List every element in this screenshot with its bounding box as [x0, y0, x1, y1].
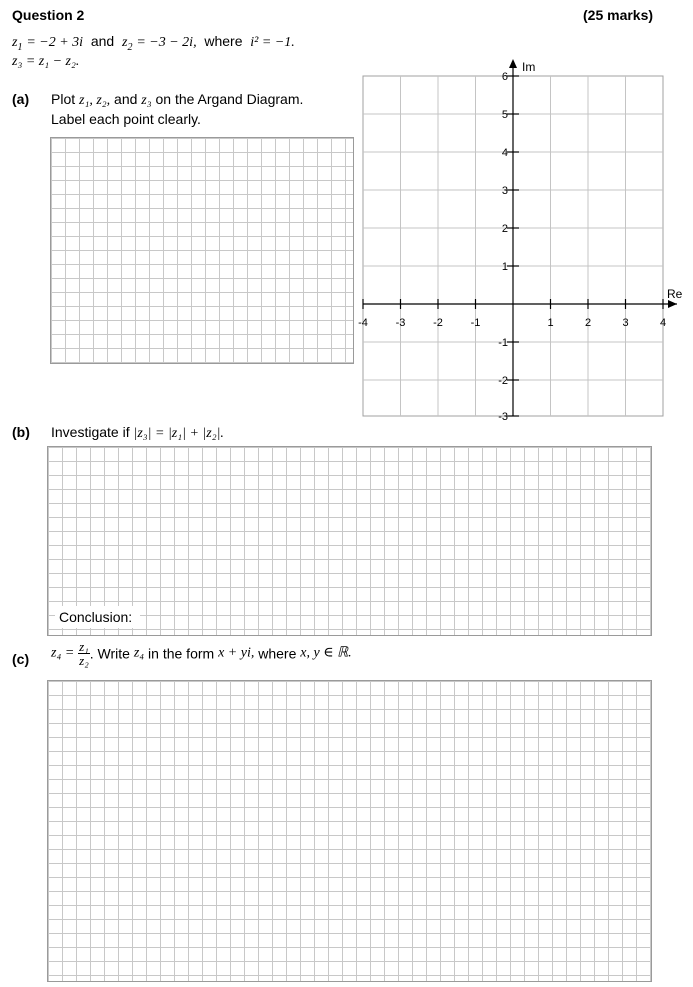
part-a-instruction: [51, 90, 303, 110]
part-a-text-1: Plot: [51, 91, 80, 107]
z1-symbol: z: [12, 35, 18, 50]
z1-over-z2-fraction: [78, 640, 90, 667]
part-b-text: Investigate if: [51, 424, 134, 440]
and-word: and: [90, 33, 115, 49]
part-b-math: |z₃| = |z₁| + |z₂|.: [133, 426, 224, 441]
z2-value: = −3 − 2i,: [136, 35, 197, 50]
part-c-text-3: where: [254, 645, 301, 662]
conclusion-label: Conclusion:: [55, 606, 140, 628]
part-a-math-2: z₃: [141, 93, 152, 108]
question-title: Question 2: [12, 7, 85, 23]
re-axis-label: Re: [667, 287, 683, 301]
part-c-math-1: z₄: [133, 645, 145, 661]
y-tick-label: -1: [498, 337, 508, 349]
z2-subscript: 2: [127, 41, 133, 53]
part-a-working-grid[interactable]: [50, 137, 354, 364]
x-tick-label: -4: [358, 317, 368, 329]
part-c-label: (c): [12, 651, 30, 667]
z1-value: = −2 + 3i: [26, 35, 84, 50]
y-tick-label: 4: [501, 147, 508, 159]
part-a-instruction-2: Label each point clearly.: [51, 111, 201, 127]
fraction-denominator: z₂: [79, 653, 89, 668]
y-tick-label: 1: [501, 261, 508, 273]
z3-definition: z₃ = z₁ − z₂.: [12, 54, 80, 69]
y-tick-label: 3: [501, 185, 508, 197]
real-axis-arrow-icon: [668, 300, 677, 308]
part-c-math-3: x, y ∈ ℝ.: [300, 645, 352, 661]
y-tick-label: -2: [498, 375, 508, 387]
part-c-text-2: in the form: [144, 645, 219, 662]
part-c-instruction: [51, 640, 352, 667]
part-a-math-1: z₁, z₂,: [79, 93, 111, 108]
x-tick-label: -1: [470, 317, 481, 329]
argand-diagram[interactable]: [355, 56, 683, 423]
part-b-instruction: [51, 423, 224, 443]
part-b-label: (b): [12, 424, 30, 440]
x-tick-label: -3: [395, 317, 406, 329]
im-axis-label: Im: [522, 60, 536, 74]
where-word: where: [204, 33, 243, 49]
y-tick-label: 2: [501, 223, 508, 235]
part-c-text-1: . Write: [89, 645, 134, 662]
x-tick-label: -2: [433, 317, 443, 329]
y-tick-label: 5: [501, 109, 508, 121]
imaginary-axis-arrow-icon: [509, 59, 517, 68]
z2-symbol: z: [122, 35, 128, 50]
marks-label: (25 marks): [583, 7, 654, 23]
x-tick-label: 1: [547, 317, 554, 329]
y-tick-label: -3: [498, 411, 508, 423]
y-tick-label: 6: [501, 71, 508, 83]
part-a-text-3: on the Argand Diagram.: [151, 91, 304, 107]
part-c-math-2: x + yi,: [218, 645, 255, 661]
z1-subscript: 1: [17, 41, 23, 53]
i-squared: i² = −1.: [250, 35, 295, 50]
x-tick-label: 2: [584, 317, 592, 329]
x-tick-label: 3: [622, 317, 629, 329]
part-a-label: (a): [12, 91, 30, 107]
part-a-text-2: and: [110, 91, 142, 107]
z4-definition: z₄ =: [51, 645, 75, 661]
x-tick-label: 4: [659, 317, 667, 329]
part-c-working-grid[interactable]: [47, 680, 652, 982]
fraction-numerator: z₁: [79, 639, 89, 654]
